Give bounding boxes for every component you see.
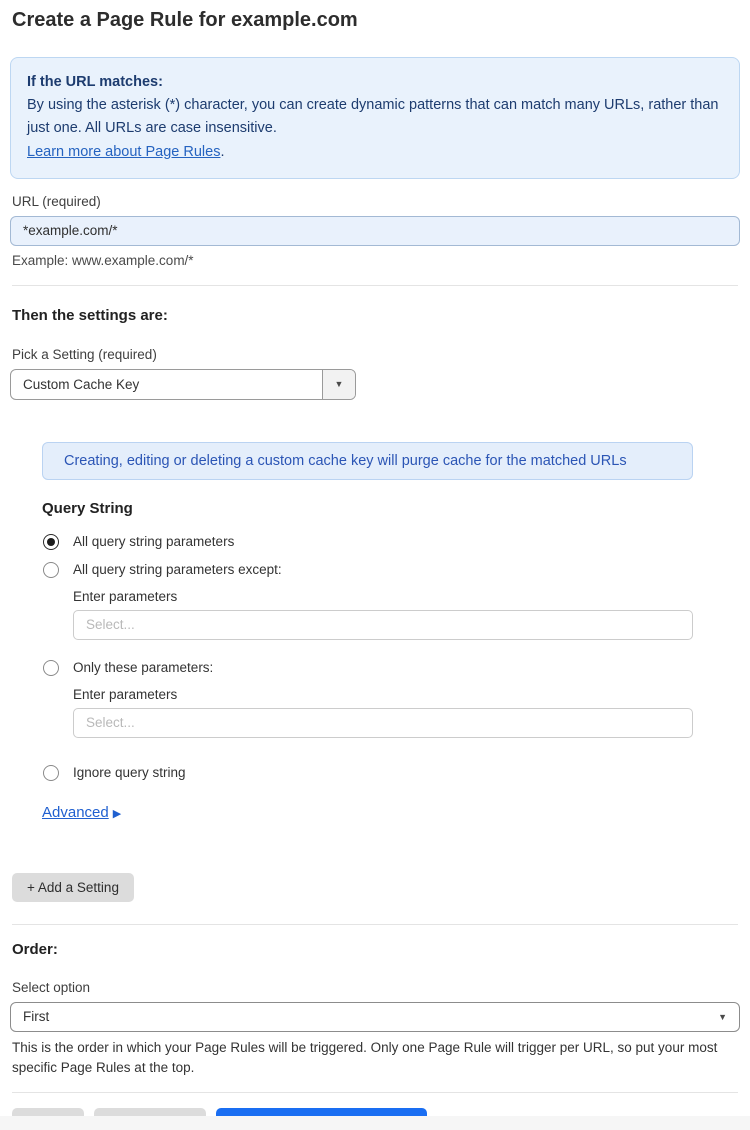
chevron-down-icon: ▼ [334, 379, 344, 390]
bottom-strip [0, 1116, 750, 1130]
order-select[interactable] [10, 1002, 740, 1032]
setting-select[interactable] [10, 369, 356, 400]
radio-label[interactable]: All query string parameters except: [73, 562, 282, 578]
url-example-text: Example: www.example.com/* [12, 252, 194, 268]
radio-label[interactable]: Only these parameters: [73, 660, 214, 676]
setting-select-arrow-button[interactable] [322, 370, 355, 399]
add-setting-button[interactable]: + Add a Setting [12, 873, 134, 902]
radio-icon[interactable] [43, 660, 59, 676]
except-params-block [73, 589, 740, 640]
order-select-label: Select option [12, 979, 91, 995]
page-title: Create a Page Rule for example.com [12, 9, 358, 31]
radio-icon[interactable] [43, 562, 59, 578]
radio-icon[interactable] [43, 534, 59, 550]
url-input[interactable] [10, 216, 740, 246]
learn-more-link[interactable]: Learn more about Page Rules [27, 143, 221, 160]
link-period: . [220, 143, 225, 160]
info-box-link-line [27, 141, 723, 164]
order-select-value: First [23, 1009, 50, 1025]
url-field-label: URL (required) [12, 193, 101, 209]
query-string-heading: Query String [42, 499, 133, 517]
radio-ignore-query-string[interactable] [43, 765, 740, 781]
radio-label[interactable]: All query string parameters [73, 534, 235, 550]
divider [12, 924, 738, 925]
advanced-link[interactable]: Advanced [42, 803, 109, 821]
pick-setting-label: Pick a Setting (required) [12, 346, 157, 362]
chevron-down-icon: ▼ [718, 1011, 727, 1022]
setting-select-value: Custom Cache Key [23, 376, 140, 392]
advanced-toggle[interactable] [42, 804, 740, 821]
enter-parameters-label: Enter parameters [73, 686, 178, 702]
settings-heading: Then the settings are: [12, 306, 168, 324]
radio-label[interactable]: Ignore query string [73, 765, 186, 781]
url-match-info-box [10, 57, 740, 179]
order-description: This is the order in which your Page Rules will be triggered. Only one Page Rule will trigger per URL, so put your most specific Page Rules at the top. [12, 1039, 718, 1075]
triangle-right-icon: ▶ [112, 807, 122, 820]
order-heading: Order: [12, 940, 58, 958]
divider [12, 1092, 738, 1093]
info-box-body: By using the asterisk (*) character, you can create dynamic patterns that can match many URLs, rather than just one. All URLs are case insensitive. [27, 97, 719, 137]
only-parameters-input[interactable] [73, 708, 693, 738]
enter-parameters-label: Enter parameters [73, 588, 178, 604]
radio-only-these-params[interactable] [43, 660, 740, 676]
only-params-block [73, 687, 740, 738]
add-setting-row [12, 873, 740, 902]
divider [12, 285, 738, 286]
radio-all-params-except[interactable] [43, 562, 740, 578]
radio-all-query-params[interactable] [43, 534, 740, 550]
info-box-heading: If the URL matches: [27, 74, 163, 90]
except-parameters-input[interactable] [73, 610, 693, 640]
cache-key-notice-text: Creating, editing or deleting a custom cache key will purge cache for the matched URLs [64, 452, 627, 469]
cache-key-notice [42, 442, 693, 480]
radio-icon[interactable] [43, 765, 59, 781]
